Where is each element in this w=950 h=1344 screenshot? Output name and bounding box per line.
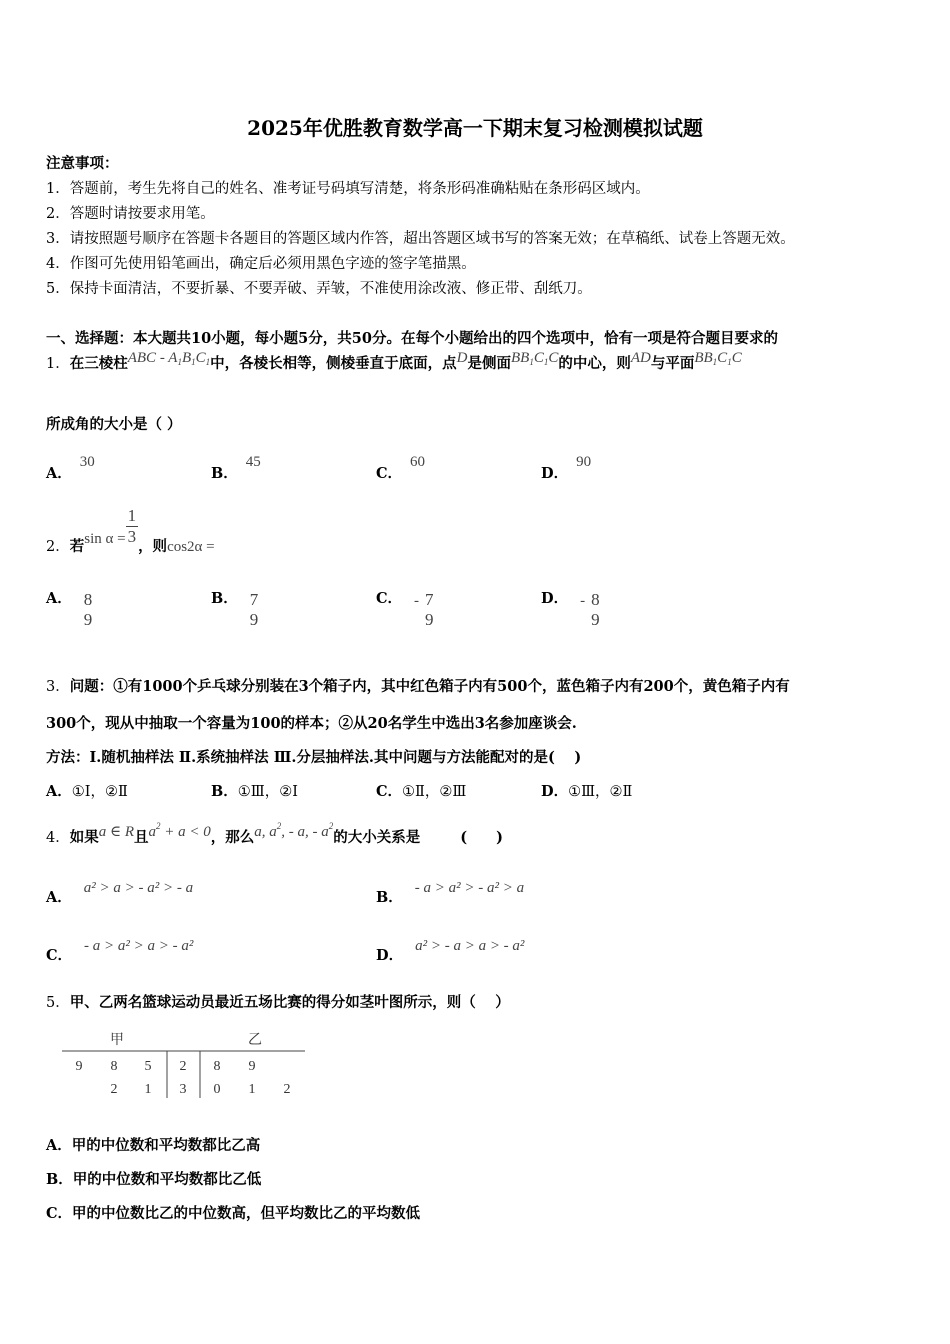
stem-leaf-plot [60, 1028, 310, 1100]
notice-item: 1．答题前，考生先将自己的姓名、准考证号码填写清楚，将条形码准确粘贴在条形码区域内。 [46, 181, 650, 197]
leaf-left: 9 [75, 1059, 83, 1074]
notice-item: 3．请按照题号顺序在答题卡各题目的答题区域内作答，超出答题区域书写的答案无效；在草稿纸、试卷上答题无效。 [46, 231, 795, 247]
notice-item: 5．保持卡面清洁，不要折暴、不要弄破、弄皱，不准使用涂改液、修正带、刮纸刀。 [46, 281, 592, 297]
q3-line3: 方法：Ⅰ.随机抽样法 Ⅱ.系统抽样法 Ⅲ.分层抽样法.其中问题与方法能配对的是( ) [46, 749, 582, 766]
q4-option-d: D．a² > - a > a > - a² [376, 938, 525, 964]
question-4: 4．如果a ∈ R且$a^2 + a < 0$，那么a, $a^2$, - a, - $a^2$的大小关系是 ( ) [46, 821, 503, 846]
q1-option-a: A．30 [46, 454, 95, 482]
q1-line2: 所成角的大小是（ ） [46, 416, 182, 433]
q3-option-d: D．①Ⅲ，②Ⅱ [541, 783, 633, 800]
q5-option-c: C．甲的中位数比乙的中位数高，但平均数比乙的平均数低 [46, 1205, 421, 1222]
stem: 3 [179, 1082, 187, 1097]
q3-option-b: B．①Ⅲ，②Ⅰ [211, 783, 298, 800]
section-heading: 一、选择题：本大题共10小题，每小题5分，共50分。在每个小题给出的四个选项中，恰有一项是符合题目要求的 [46, 330, 778, 347]
q4-option-c: C．- a > a² > a > - a² [46, 938, 194, 964]
q1-text: 的中心，则 [558, 355, 631, 372]
q1-math-plane: $BB_1C_1C$ [694, 350, 742, 367]
q4-option-a: A．a² > a > - a² > - a [46, 880, 194, 906]
q4-option-b: B．- a > a² > - a² > a [376, 880, 525, 906]
q3-option-c: C．①Ⅱ，②Ⅲ [376, 783, 467, 800]
q2-option-d: D． - 8 9 [541, 589, 600, 629]
q1-text: 是侧面 [467, 355, 511, 372]
q1-option-b: B．45 [211, 454, 261, 482]
q3-line2: 300个，现从中抽取一个容量为100的样本；②从20名学生中选出3名参加座谈会. [46, 715, 577, 732]
leaf-left: 2 [110, 1082, 118, 1097]
q1-math-point: D [456, 350, 468, 366]
q1-math-prism: ABC - $A_1B_1C_1$ [127, 350, 211, 367]
notice-item: 2．答题时请按要求用笔。 [46, 206, 215, 222]
question-5: 5．甲、乙两名篮球运动员最近五场比赛的得分如茎叶图所示，则（ ） [46, 994, 510, 1011]
q2-option-a: A． 8 9 [46, 589, 93, 629]
leaf-left: 8 [110, 1059, 118, 1074]
q2-fraction: $\frac{1}{3}$ [127, 506, 137, 546]
notice-heading: 注意事项： [46, 155, 119, 172]
question-2: 2．若sin α = $\frac{1}{3}$ ，则cos2α = [46, 506, 215, 555]
question-3: 3．问题：①有1000个乒乓球分别装在3个箱子内，其中红色箱子内有500个，蓝色箱子内有200个，黄色箱子内有 [46, 678, 790, 695]
q1-text: 与平面 [650, 355, 695, 372]
q1-option-d: D．90 [541, 454, 592, 482]
q1-math-face: $BB_1C_1C$ [510, 350, 559, 367]
q1-math-line: AD [630, 350, 651, 366]
leaf-left: 5 [144, 1059, 152, 1074]
q2-option-b: B． 7 9 [211, 589, 259, 629]
q3-option-a: A．①Ⅰ，②Ⅱ [46, 783, 128, 800]
stem: 2 [179, 1059, 187, 1074]
leaf-right: 8 [213, 1059, 221, 1074]
leaf-right: 0 [213, 1082, 221, 1097]
q2-option-c: C． - 7 9 [376, 589, 434, 629]
stem-leaf-right-header: 乙 [248, 1033, 262, 1048]
leaf-left: 1 [144, 1082, 152, 1097]
leaf-right: 1 [248, 1082, 256, 1097]
stem-leaf-left-header: 甲 [110, 1033, 124, 1048]
leaf-right: 9 [248, 1059, 256, 1074]
question-1 [46, 350, 742, 382]
q1-text: 在三棱柱 [69, 355, 128, 372]
q5-option-a: A．甲的中位数和平均数都比乙高 [46, 1137, 261, 1154]
question-number: 1． [46, 356, 70, 372]
notice-item: 4．作图可先使用铅笔画出，确定后必须用黑色字迹的签字笔描黑。 [46, 256, 476, 272]
leaf-right: 2 [283, 1082, 291, 1097]
q1-text: 中，各棱长相等，侧棱垂直于底面，点 [210, 355, 457, 372]
page-title: 2025年优胜教育数学高一下期末复习检测模拟试题 [247, 116, 703, 140]
q1-option-c: C．60 [376, 454, 426, 482]
q5-option-b: B．甲的中位数和平均数都比乙低 [46, 1171, 262, 1188]
